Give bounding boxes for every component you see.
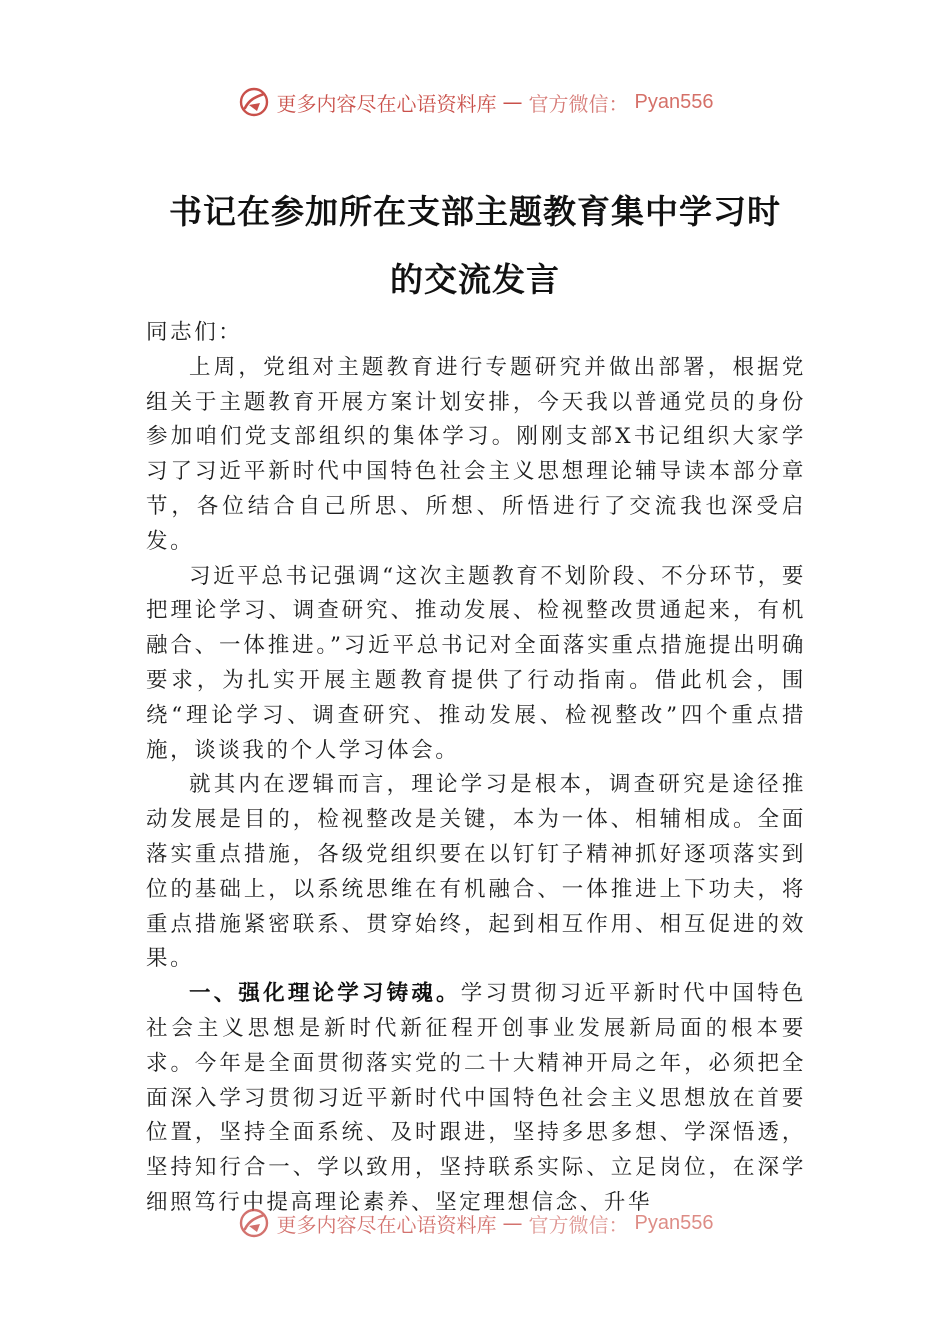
paragraph-1: 上周，党组对主题教育进行专题研究并做出部署，根据党组关于主题教育开展方案计划安排，今天我以普通党员的身份参加咱们党支部组织的集体学习。刚刚支部X书记组织大家学习了习近平新时代中国特色社会主义思想理论辅导读本部分章节，各位结合自己所思、所想、所悟进行了交流我也深受启发。: [146, 354, 806, 554]
section-1: [146, 977, 806, 1221]
watermark-brand: 更多内容尽在心语资料库: [276, 91, 497, 116]
watermark-separator: —: [502, 1211, 523, 1235]
page-title-line1: 书记在参加所在支部主题教育集中学习时: [169, 192, 781, 231]
section-1-heading: 一、强化理论学习铸魂。: [189, 981, 461, 1007]
body-clip: [0, 316, 950, 1224]
watermark-separator: —: [502, 90, 523, 114]
watermark-wechat-label: 官方微信：: [528, 91, 629, 116]
watermark-brand: 更多内容尽在心语资料库: [276, 1212, 497, 1237]
document-body: [146, 316, 806, 1221]
paragraph-2: 习近平总书记强调“这次主题教育不划阶段、不分环节，要把理论学习、调查研究、推动发展、检视整改贯通起来，有机融合、一体推进。”习近平总书记对全面落实重点措施提出明确要求，为扎实开展主题教育提供了行动指南。借此机会，围绕“理论学习、调查研究、推动发展、检视整改”四个重点措施，谈谈我的个人学习体会。: [146, 563, 806, 763]
watermark-wechat-label: 官方微信：: [528, 1212, 629, 1237]
watermark-footer: [0, 1203, 950, 1243]
watermark-wechat-id: Pyan556: [634, 90, 714, 113]
page-title-line2: 的交流发言: [390, 260, 560, 299]
logo-icon: [237, 1206, 271, 1240]
paragraph-3: 就其内在逻辑而言，理论学习是根本，调查研究是途径推动发展是目的，检视整改是关键，本为一体、相辅相成。全面落实重点措施，各级党组织要在以钉钉子精神抓好逐项落实到位的基础上，以系统思维在有机融合、一体推进上下功夫，将重点措施紧密联系、贯穿始终，起到相互作用、相互促进的效果。: [146, 772, 806, 972]
watermark-wechat-id: Pyan556: [634, 1211, 714, 1234]
logo-icon: [237, 85, 271, 119]
watermark-header: [0, 82, 950, 122]
salutation: 同志们：: [146, 320, 243, 345]
section-1-text: 学习贯彻习近平新时代中国特色社会主义思想是新时代新征程开创事业发展新局面的根本要求。今年是全面贯彻落实党的二十大精神开局之年，必须把全面深入学习贯彻习近平新时代中国特色社会主义思想放在首要位置，坚持全面系统、及时跟进，坚持多思多想、学深悟透，坚持知行合一、学以致用，坚持联系实际、立足岗位，在深学细照笃行中提高理论素养、坚定理想信念、升华: [146, 981, 806, 1215]
